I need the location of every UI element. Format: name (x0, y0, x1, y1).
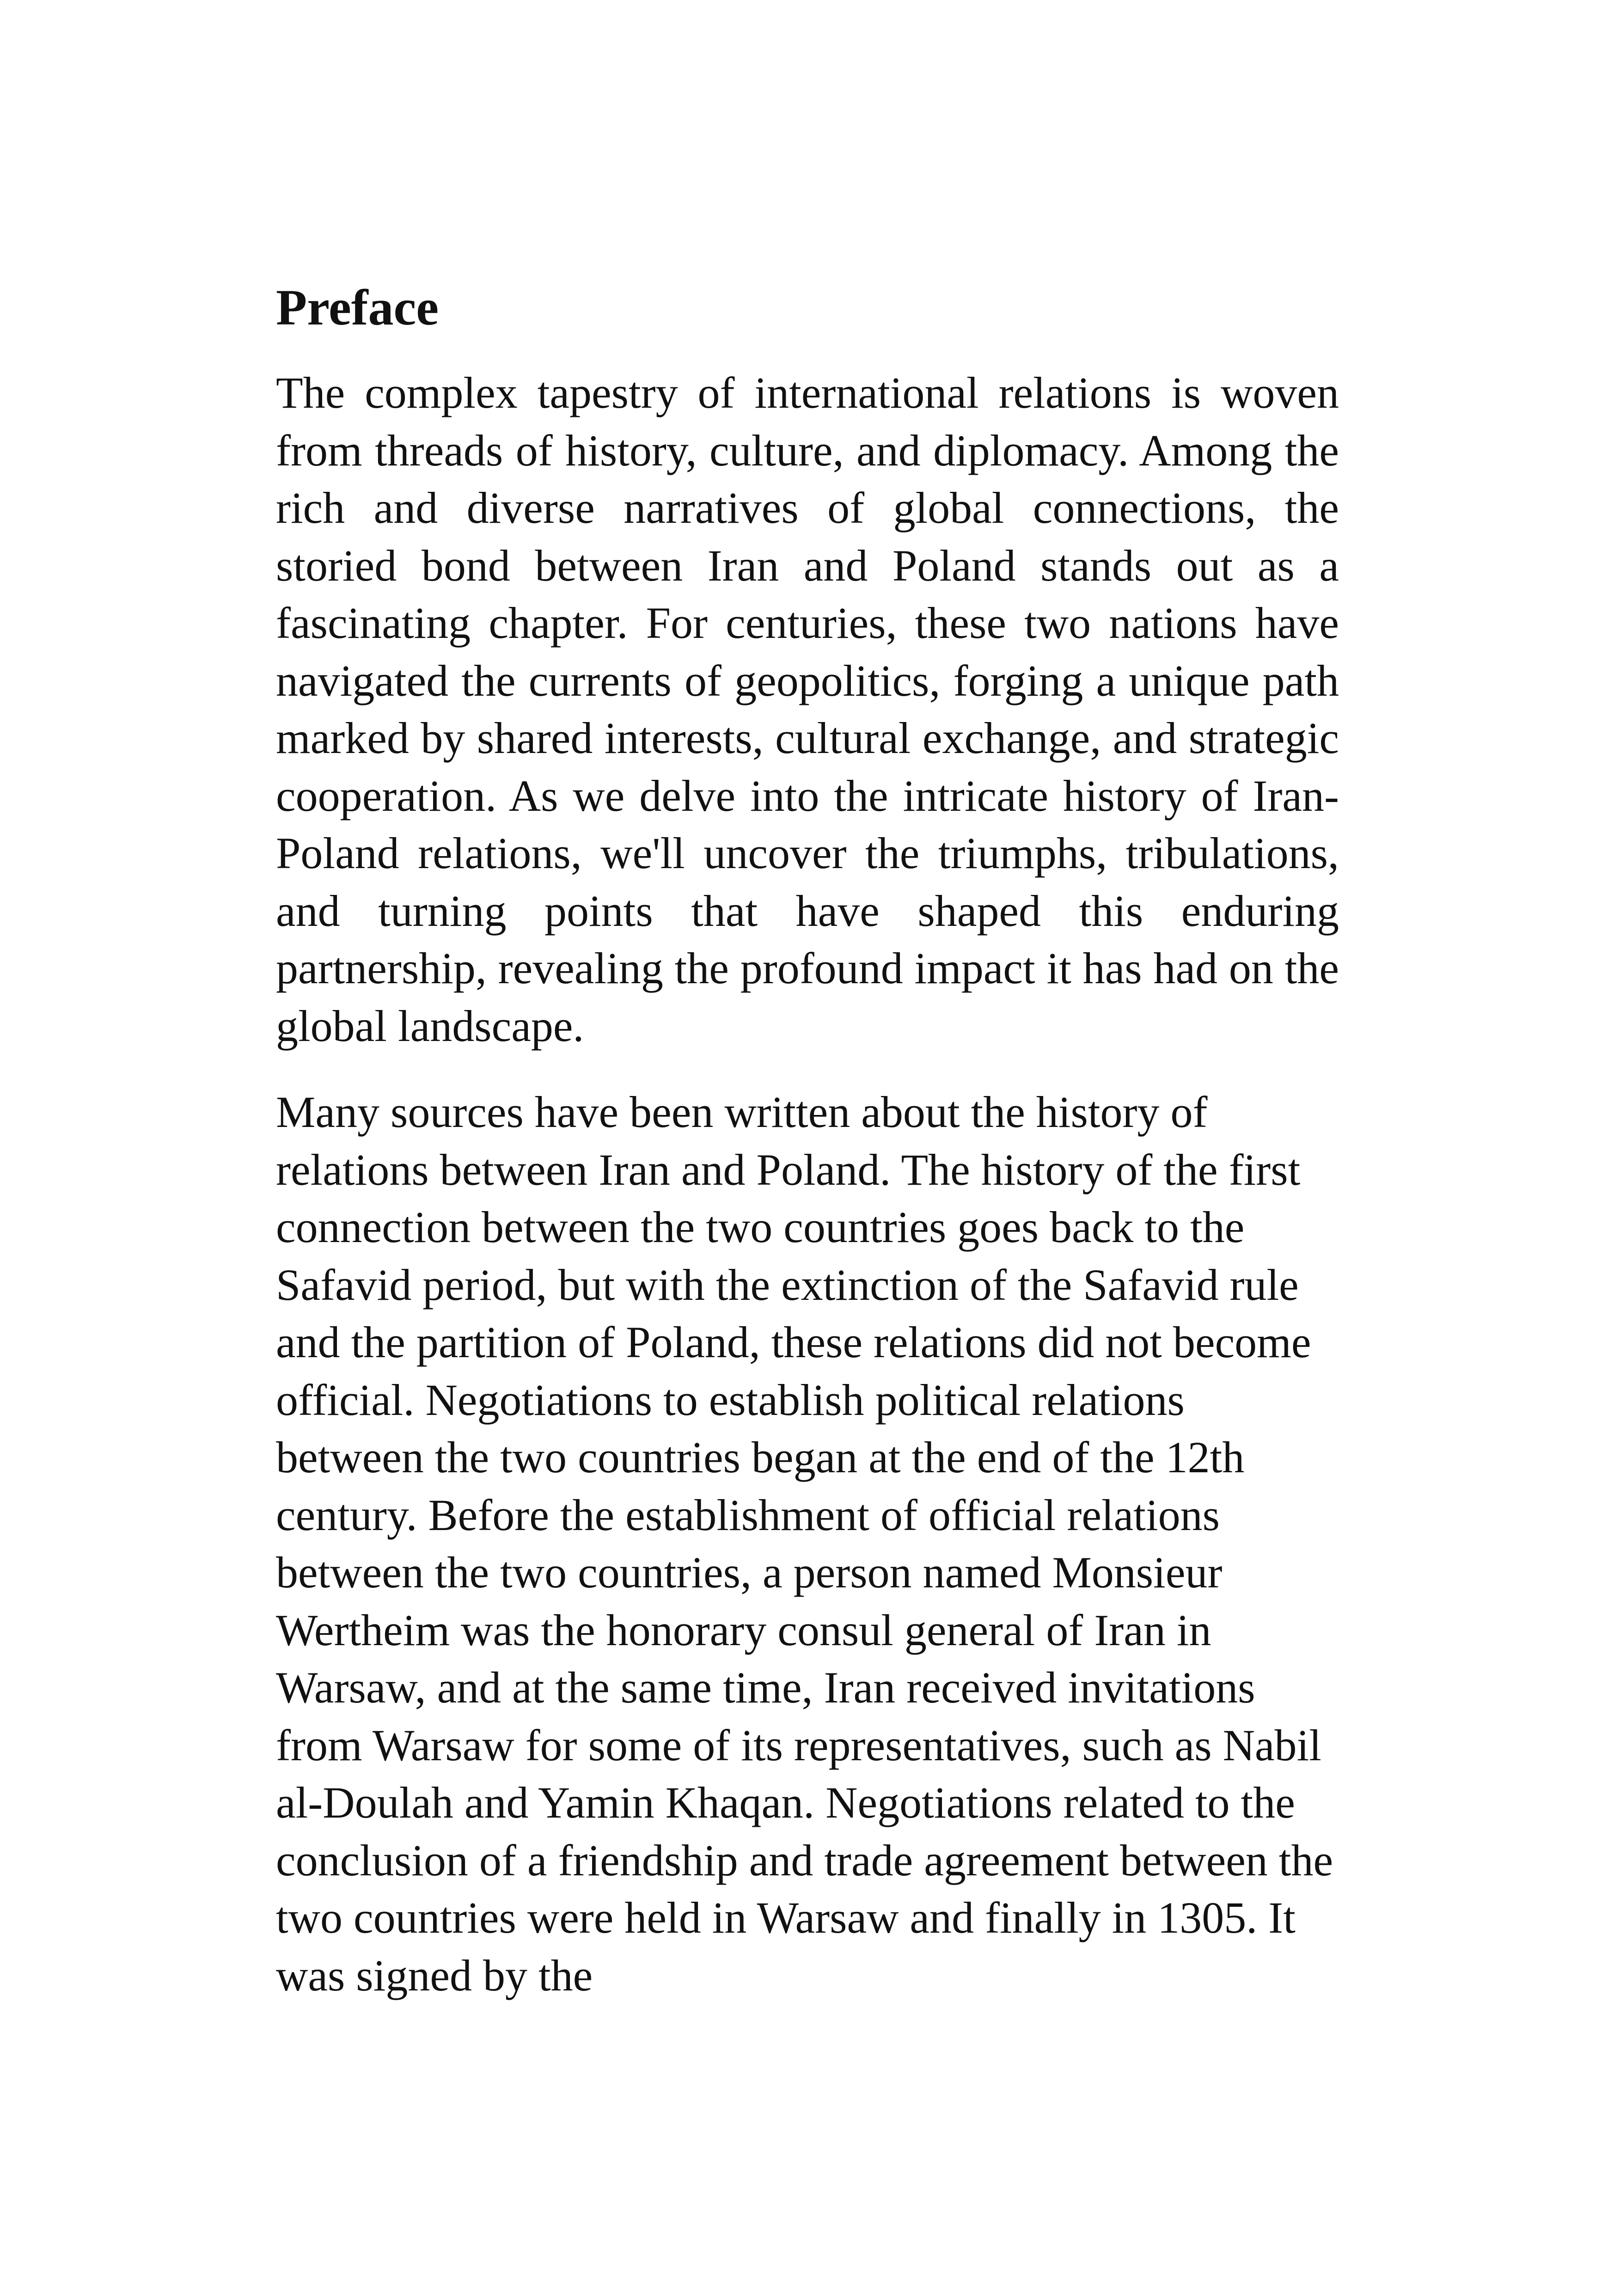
page-title: Preface (276, 279, 439, 336)
page-content (276, 277, 1339, 2004)
paragraph-2: Many sources have been written about the history of relations between Iran and Poland. The history of the first connection between the two countries goes back to the Safavid period, but with the extinction of the Safavid rule and the partition of Poland, these relations did not become official. Negotiations to establish political relations between the two countries began at the end of the 12th century. Before the establishment of official relations between the two countries, a person named Monsieur Wertheim was the honorary consul general of Iran in Warsaw, and at the same time, Iran received invitations from Warsaw for some of its representatives, such as Nabil al-Doulah and Yamin Khaqan. Negotiations related to the conclusion of a friendship and trade agreement between the two countries were held in Warsaw and finally in 1305. It was signed by the (276, 1087, 1333, 2000)
paragraph-1: The complex tapestry of international relations is woven from threads of history, culture, and diplomacy. Among the rich and diverse narratives of global connections, the storied bond between Iran and Poland stands out as a fascinating chapter. For centuries, these two nations have navigated the currents of geopolitics, forging a unique path marked by shared interests, cultural exchange, and strategic cooperation. As we delve into the intricate history of Iran-Poland relations, we'll uncover the triumphs, tribulations, and turning points that have shaped this enduring partnership, revealing the profound impact it has had on the global landscape. (276, 368, 1339, 1051)
